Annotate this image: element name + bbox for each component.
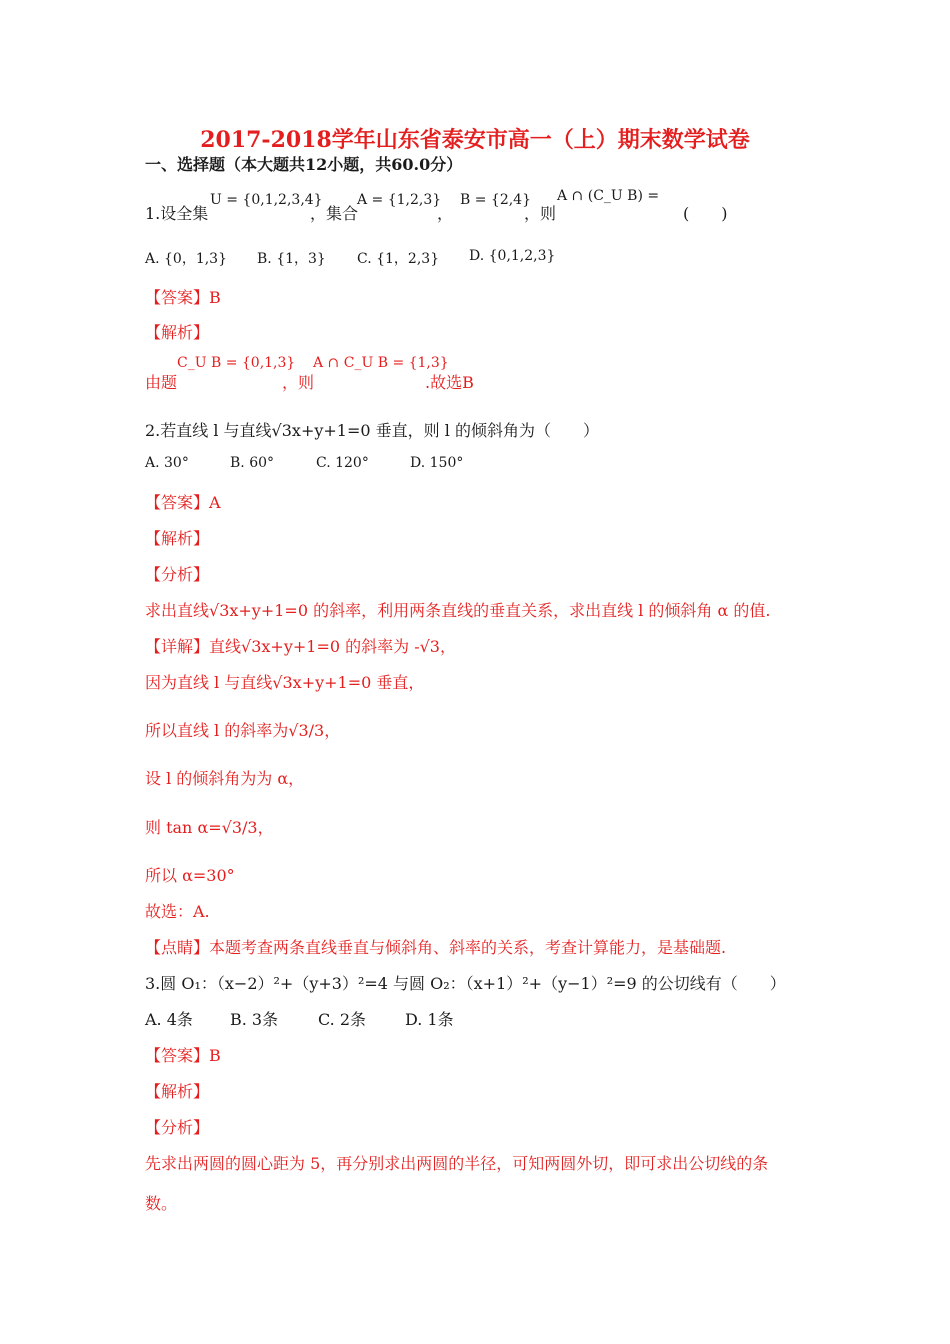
q1-ze: ，则 [524, 204, 557, 223]
q3-stem: 3.圆 O₁：（x−2）²+（y+3）²=4 与圆 O₂：（x+1）²+（y−1）²=9 的公切线有（ ） [145, 974, 786, 993]
q1-option-c: C. {1，2,3} [357, 251, 440, 267]
answer-label: 【答案】 [145, 493, 210, 512]
q2-dianjing [145, 935, 726, 958]
q2-detail-line7: 故选：A. [145, 902, 210, 921]
q1-set-u: U = {0,1,2,3,4} [210, 192, 323, 208]
q2-detail-line5: 则 tan α=√3/3， [145, 818, 274, 837]
q2-detail-line3: 所以直线 l 的斜率为√3/3， [145, 721, 341, 740]
q1-jihe: ，集合 [310, 204, 359, 223]
answer-label: 【答案】 [145, 288, 210, 307]
q1-option-d: D. {0,1,2,3} [469, 248, 556, 264]
q1-option-b: B. {1，3} [257, 251, 326, 267]
q1-answer [145, 285, 221, 308]
detail-label: 【详解】 [145, 637, 210, 656]
q2-analysis-label: 【解析】 [145, 529, 210, 548]
q1-comma: ， [437, 204, 454, 223]
q3-fenxi-line1: 先求出两圆的圆心距为 5，再分别求出两圆的半径，可知两圆外切，即可求出公切线的条 [145, 1154, 769, 1173]
q2-option-c: C. 120° [316, 455, 369, 471]
q3-option-d: D. 1条 [405, 1010, 454, 1029]
q2-option-a: A. 30° [145, 455, 189, 471]
q2-fenxi-label: 【分析】 [145, 565, 210, 584]
q3-option-c: C. 2条 [318, 1010, 367, 1029]
q3-fenxi-line2: 数。 [145, 1194, 178, 1213]
q3-option-a: A. 4条 [145, 1010, 193, 1029]
q1-paren: ( ) [683, 204, 728, 223]
q2-fenxi-text: 求出直线√3x+y+1=0 的斜率，利用两条直线的垂直关系，求出直线 l 的倾斜角 α 的值. [145, 601, 771, 620]
q1-solution-expr1: C_U B = {0,1,3} [177, 355, 296, 371]
q2-detail1-text: 直线√3x+y+1=0 的斜率为 -√3， [209, 637, 456, 656]
section-heading: 一、选择题（本大题共12小题，共60.0分） [145, 155, 463, 174]
q1-analysis-label: 【解析】 [145, 323, 210, 342]
q1-answer-value: B [209, 288, 221, 307]
q1-option-a: A. {0，1,3} [145, 251, 227, 267]
q2-option-d: D. 150° [410, 455, 464, 471]
q2-detail-line4: 设 l 的倾斜角为为 α， [145, 769, 305, 788]
q2-detail-line1 [145, 634, 456, 657]
q2-answer-value: A [209, 493, 221, 512]
q1-solution-ze: ，则 [282, 373, 315, 392]
answer-label: 【答案】 [145, 1046, 210, 1065]
q3-analysis-label: 【解析】 [145, 1082, 210, 1101]
q2-option-b: B. 60° [230, 455, 275, 471]
q3-option-b: B. 3条 [230, 1010, 279, 1029]
q3-answer [145, 1043, 221, 1066]
q1-set-b: B = {2,4} [460, 192, 531, 208]
dianjing-label: 【点睛】 [145, 938, 210, 957]
q1-set-a: A = {1,2,3} [357, 192, 442, 208]
q1-prefix: 1.设全集 [145, 204, 209, 223]
q1-solution-expr2: A ∩ C_U B = {1,3} [313, 355, 449, 371]
q2-answer [145, 490, 221, 513]
q1-solution-prefix: 由题 [145, 373, 178, 392]
q1-expression: A ∩ (C_U B) = [557, 188, 660, 204]
q3-answer-value: B [209, 1046, 221, 1065]
q2-detail-line6: 所以 α=30° [145, 866, 235, 885]
q2-dianjing-text: 本题考查两条直线垂直与倾斜角、斜率的关系，考查计算能力，是基础题. [209, 938, 727, 957]
q2-detail-line2: 因为直线 l 与直线√3x+y+1=0 垂直， [145, 673, 425, 692]
q1-solution-end: .故选B [425, 373, 474, 392]
page-title: 2017-2018学年山东省泰安市高一（上）期末数学试卷 [200, 127, 750, 153]
q2-stem: 2.若直线 l 与直线√3x+y+1=0 垂直，则 l 的倾斜角为（ ） [145, 421, 599, 440]
q3-fenxi-label: 【分析】 [145, 1118, 210, 1137]
